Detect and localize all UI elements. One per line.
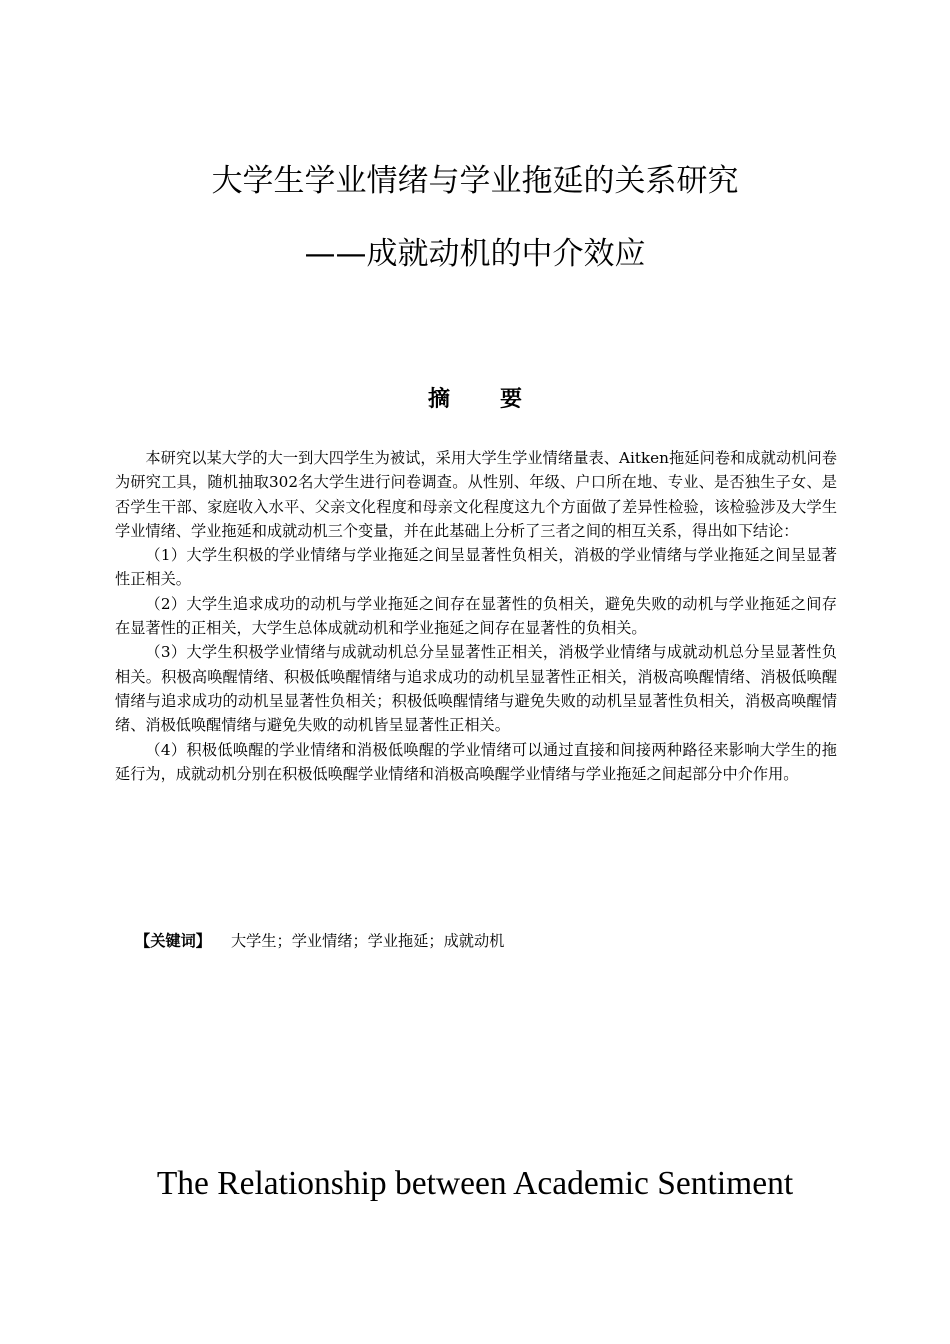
keywords-line	[135, 929, 504, 953]
keywords-text: 大学生；学业情绪；学业拖延；成就动机	[230, 932, 505, 950]
abstract-heading	[0, 382, 950, 413]
english-title: The Relationship between Academic Sentiment	[156, 1165, 794, 1202]
abstract-paragraph-conclusion-3: （3）大学生积极学业情绪与成就动机总分呈显著性正相关，消极学业情绪与成就动机总分呈显著性负相关。积极高唤醒情绪、积极低唤醒情绪与追求成功的动机呈显著性正相关，消极高唤醒情绪、消极低唤醒情绪与追求成功的动机呈显著性负相关；积极低唤醒情绪与避免失败的动机呈显著性负相关，消极高唤醒情绪、消极低唤醒情绪与避免失败的动机皆呈显著性正相关。	[115, 643, 837, 735]
keywords-label: 【关键词】	[135, 932, 211, 950]
abstract-paragraph-conclusion-1: （1）大学生积极的学业情绪与学业拖延之间呈显著性负相关，消极的学业情绪与学业拖延之间呈显著性正相关。	[115, 546, 837, 589]
abstract-paragraph-intro: 本研究以某大学的大一到大四学生为被试，采用大学生学业情绪量表、Aitken拖延问卷和成就动机问卷为研究工具，随机抽取302名大学生进行问卷调查。从性别、年级、户口所在地、专业、是否独生子女、是否学生干部、家庭收入水平、父亲文化程度和母亲文化程度这九个方面做了差异性检验，该检验涉及大学生学业情绪、学业拖延和成就动机三个变量，并在此基础上分析了三者之间的相互关系，得出如下结论：	[115, 449, 837, 540]
abstract-heading-char-1: 摘	[427, 386, 450, 412]
thesis-title: 大学生学业情绪与学业拖延的关系研究	[211, 163, 739, 199]
abstract-paragraph-conclusion-4: （4）积极低唤醒的学业情绪和消极低唤醒的学业情绪可以通过直接和间接两种路径来影响大学生的拖延行为，成就动机分别在积极低唤醒学业情绪和消极高唤醒学业情绪与学业拖延之间起部分中介作用。	[115, 740, 837, 783]
thesis-subtitle: ——成就动机的中介效应	[304, 236, 646, 272]
abstract-paragraph-conclusion-2: （2）大学生追求成功的动机与学业拖延之间存在显著性的负相关，避免失败的动机与学业拖延之间存在显著性的正相关，大学生总体成就动机和学业拖延之间存在显著性的负相关。	[115, 594, 837, 638]
abstract-heading-char-2: 要	[500, 386, 523, 412]
abstract-body	[115, 446, 837, 786]
